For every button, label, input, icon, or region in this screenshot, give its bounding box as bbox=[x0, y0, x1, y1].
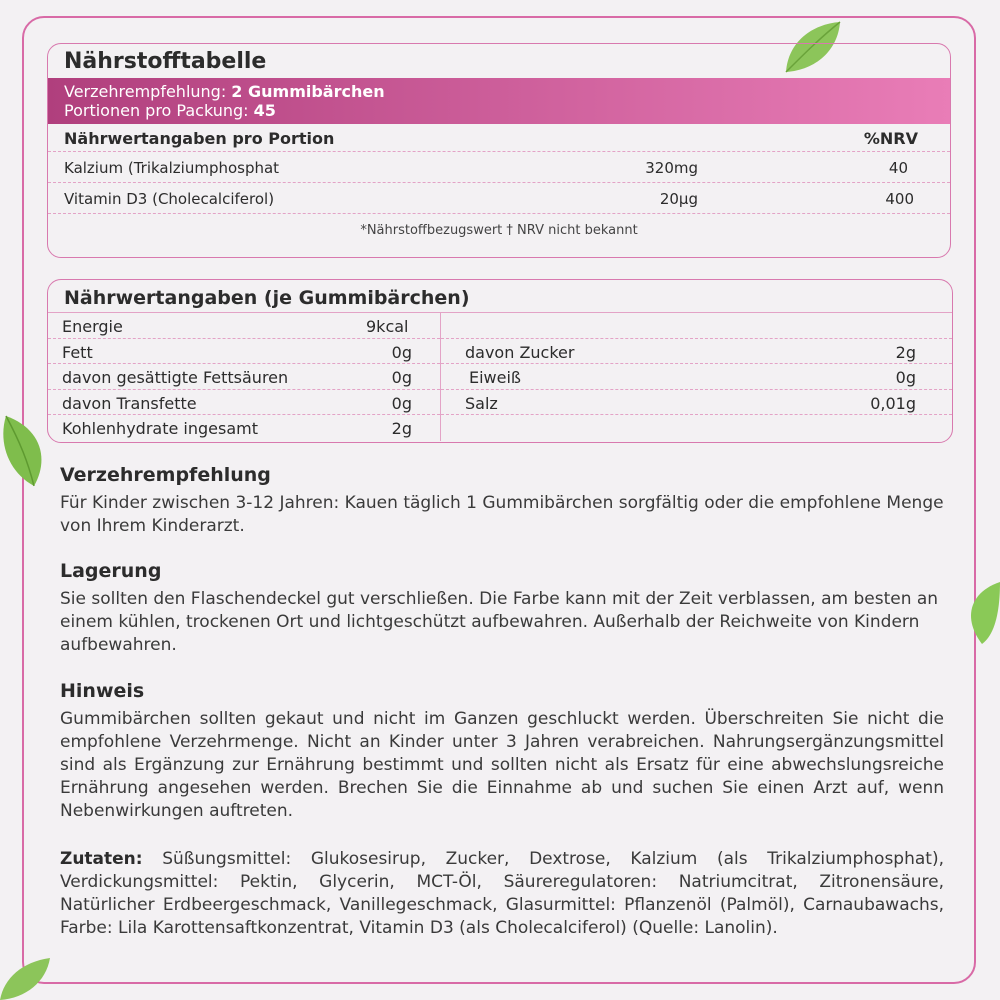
item-name: Kohlenhydrate ingesamt bbox=[62, 419, 258, 438]
dose-value: 2 Gummibärchen bbox=[231, 82, 385, 101]
item-name: Eiweiß bbox=[469, 368, 522, 387]
item-name: davon gesättigte Fettsäuren bbox=[62, 368, 289, 387]
row-amount: 20µg bbox=[659, 190, 698, 208]
list-item bbox=[441, 364, 952, 390]
list-item bbox=[48, 313, 440, 339]
table-header bbox=[48, 124, 950, 152]
section-text: Für Kinder zwischen 3-12 Jahren: Kauen täglich 1 Gummibärchen sorgfältig oder die empfohlene Menge von Ihrem Kinderarzt. bbox=[60, 493, 944, 536]
item-name: davon Transfette bbox=[62, 393, 197, 413]
ingredients-label: Zutaten: bbox=[60, 849, 143, 869]
row-amount: 320mg bbox=[645, 159, 698, 177]
section-hinweis bbox=[60, 680, 944, 823]
section-title: Verzehrempfehlung bbox=[60, 464, 271, 486]
list-item bbox=[441, 390, 952, 416]
table-title: Nährwertangaben (je Gummibärchen) bbox=[48, 280, 952, 313]
item-value: 2g bbox=[391, 419, 412, 438]
row-nrv: 40 bbox=[888, 159, 908, 177]
nutrition-facts-table bbox=[47, 279, 953, 443]
footnote: *Nährstoffbezugswert † NRV nicht bekannt bbox=[360, 223, 638, 238]
list-item bbox=[441, 339, 952, 365]
section-lagerung bbox=[60, 560, 944, 657]
item-name: davon Zucker bbox=[465, 342, 575, 362]
leaf-icon bbox=[0, 412, 50, 490]
list-item bbox=[441, 313, 952, 339]
item-value: 0g bbox=[895, 368, 916, 387]
section-text: Sie sollten den Flaschendeckel gut verschließen. Die Farbe kann mit der Zeit verblassen, am besten an einem kühlen, trockenen Ort und lichtgeschützt aufbewahren. Außerhalb der Reichweite von Kindern aufbewahren. bbox=[60, 589, 939, 655]
list-item bbox=[48, 364, 440, 390]
item-name: Fett bbox=[62, 342, 93, 362]
header-nrv: %NRV bbox=[863, 129, 918, 148]
portions-label: Portionen pro Packung: bbox=[64, 101, 254, 120]
table-row bbox=[48, 183, 950, 214]
list-item bbox=[48, 339, 440, 365]
table-row bbox=[48, 152, 950, 183]
item-name: Salz bbox=[465, 393, 498, 413]
section-title: Lagerung bbox=[60, 560, 162, 582]
row-name: Kalzium (Trikalziumphosphat bbox=[64, 159, 280, 177]
dose-label: Verzehrempfehlung: bbox=[64, 82, 232, 101]
item-value: 0g bbox=[391, 368, 412, 387]
header-label: Nährwertangaben pro Portion bbox=[64, 129, 335, 148]
section-verzehrempfehlung bbox=[60, 464, 944, 538]
section-zutaten bbox=[60, 848, 944, 940]
row-name: Vitamin D3 (Cholecalciferol) bbox=[64, 190, 275, 208]
section-title: Hinweis bbox=[60, 680, 145, 702]
item-value: 2g bbox=[895, 342, 916, 362]
serving-info bbox=[48, 78, 950, 124]
ingredients-text: Süßungsmittel: Glukosesirup, Zucker, Dextrose, Kalzium (als Trikalziumphosphat), Verdickungsmittel: Pektin, Glycerin, MCT-Öl, Säureregulatoren: Natriumcitrat, Zitronensäure, Natürlicher Erdbeergeschmack, Vanillegeschmack, Glasurmittel: Pflanzenöl (Palmöl), Carnaubawachs, Farbe: Lila Karottensaftkonzentrat, Vitamin D3 (als Cholecalciferol) (Quelle: Lanolin). bbox=[60, 849, 944, 938]
row-nrv: 400 bbox=[885, 190, 914, 208]
leaf-icon bbox=[960, 578, 1000, 648]
section-text: Gummibärchen sollten gekaut und nicht im Ganzen geschluckt werden. Überschreiten Sie nicht die empfohlene Verzehrmenge. Nicht an Kinder unter 3 Jahren verabreichen. Nahrungsergänzungsmittel sind als Ergänzung zur Ernährung bestimmt und sollten nicht als Ersatz für eine abwechslungsreiche Ernährung angesehen werden. Brechen Sie die Einnahme ab und suchen Sie einen Arzt auf, wenn Nebenwirkungen auftreten. bbox=[60, 709, 944, 821]
portions-value: 45 bbox=[253, 101, 276, 120]
item-value: 0g bbox=[391, 393, 412, 413]
leaf-icon bbox=[0, 956, 52, 1000]
item-value: 0,01g bbox=[870, 393, 916, 413]
list-item bbox=[48, 390, 440, 416]
item-value: 9kcal bbox=[366, 317, 409, 336]
item-name: Energie bbox=[62, 317, 123, 336]
left-column bbox=[48, 313, 441, 441]
item-value: 0g bbox=[391, 342, 412, 362]
right-column bbox=[441, 313, 952, 441]
list-item bbox=[48, 415, 440, 441]
nutrient-table bbox=[47, 43, 951, 258]
table-title: Nährstofftabelle bbox=[64, 49, 267, 74]
list-item bbox=[441, 415, 952, 441]
